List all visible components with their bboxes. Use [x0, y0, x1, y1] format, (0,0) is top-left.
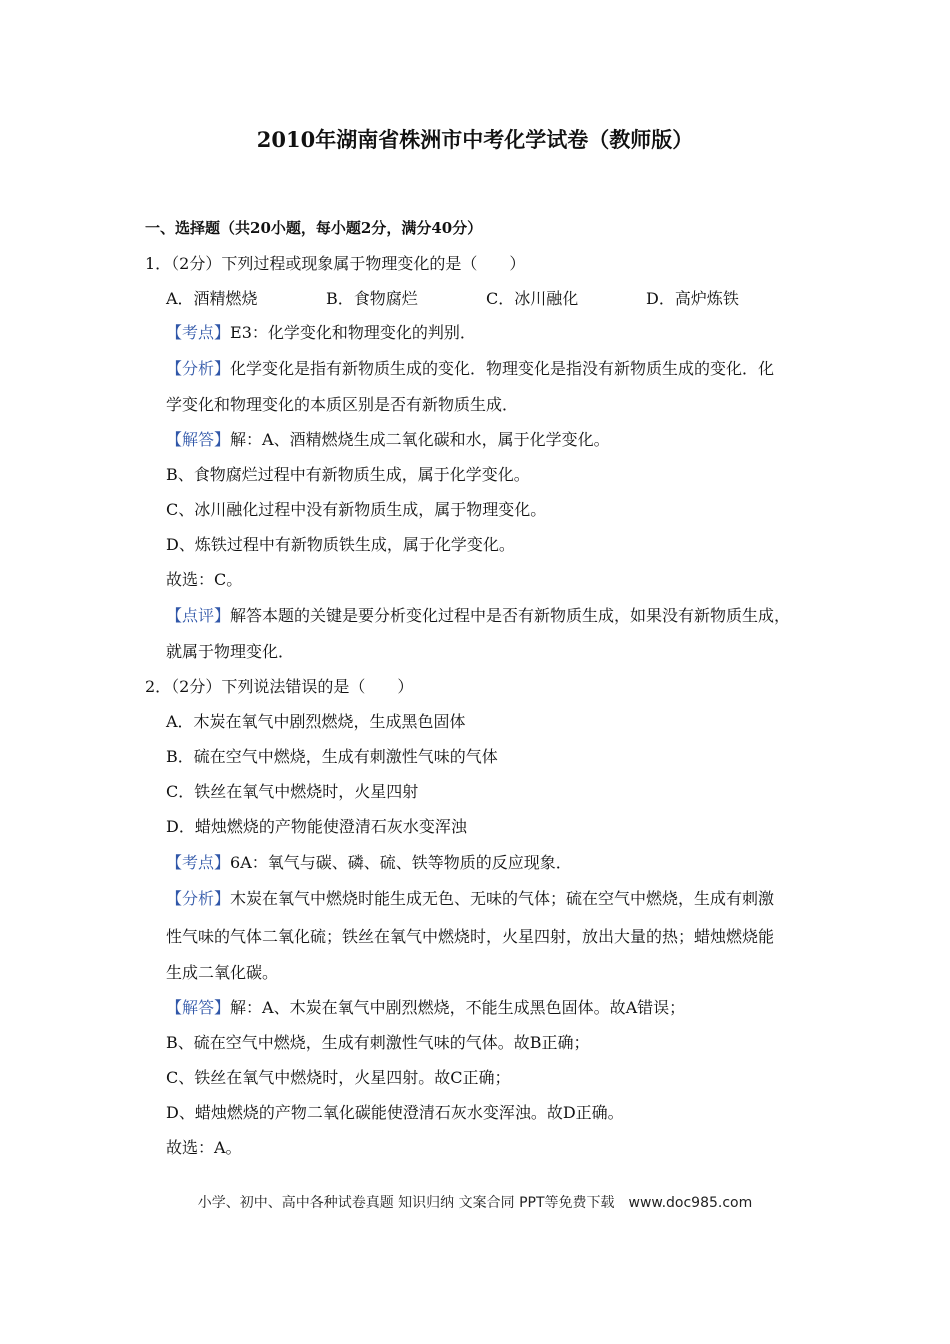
question-2-option-d: D．蜡烛燃烧的产物能使澄清石灰水变浑浊 [166, 817, 467, 836]
question-1-answer: 故选：C。 [166, 570, 243, 589]
kaodian-text: 6A：氧气与碳、磷、硫、铁等物质的反应现象． [230, 853, 572, 872]
question-1-fenxi [166, 359, 774, 379]
question-1-jieda-b: B、食物腐烂过程中有新物质生成，属于化学变化。 [166, 465, 530, 484]
question-2-jieda [166, 998, 685, 1018]
kaodian-text: E3：化学变化和物理变化的判别． [230, 323, 476, 342]
question-2-jieda-d: D、蜡烛燃烧的产物二氧化碳能使澄清石灰水变浑浊。故D正确。 [166, 1103, 624, 1122]
question-1-option-a: A．酒精燃烧 [166, 289, 258, 308]
question-2-jieda-c: C、铁丝在氧气中燃烧时，火星四射。故C正确； [166, 1068, 511, 1087]
question-1-option-d: D．高炉炼铁 [646, 289, 739, 308]
kaodian-tag: 【考点】 [166, 323, 231, 342]
question-1-fenxi-2: 学变化和物理变化的本质区别是否有新物质生成． [166, 395, 519, 414]
fenxi-text: 木炭在氧气中燃烧时能生成无色、无味的气体；硫在空气中燃烧，生成有刺激 [230, 889, 775, 908]
dianping-tag: 【点评】 [166, 606, 231, 625]
jieda-text: 解：A、木炭在氧气中剧烈燃烧，不能生成黑色固体。故A错误； [230, 998, 686, 1017]
question-1-dianping-2: 就属于物理变化． [166, 642, 295, 661]
dianping-text: 解答本题的关键是要分析变化过程中是否有新物质生成，如果没有新物质生成， [230, 606, 791, 625]
question-2-fenxi-3: 生成二氧化碳。 [166, 963, 279, 982]
question-2-option-b: B．硫在空气中燃烧，生成有刺激性气味的气体 [166, 747, 498, 766]
question-1-jieda-d: D、炼铁过程中有新物质铁生成，属于化学变化。 [166, 535, 515, 554]
jieda-tag: 【解答】 [166, 998, 231, 1017]
question-1-stem: 1．（2分）下列过程或现象属于物理变化的是（ ） [145, 254, 526, 273]
question-2-stem: 2．（2分）下列说法错误的是（ ） [145, 677, 414, 696]
page-title: 2010年湖南省株洲市中考化学试卷（教师版） [256, 127, 694, 152]
fenxi-text: 化学变化是指有新物质生成的变化．物理变化是指没有新物质生成的变化．化 [230, 359, 775, 378]
question-1-jieda [166, 430, 610, 450]
fenxi-tag: 【分析】 [166, 889, 231, 908]
question-2-answer: 故选：A。 [166, 1138, 242, 1157]
jieda-tag: 【解答】 [166, 430, 231, 449]
question-2-fenxi-2: 性气味的气体二氧化硫；铁丝在氧气中燃烧时，火星四射，放出大量的热；蜡烛燃烧能 [166, 927, 775, 946]
question-2-option-c: C．铁丝在氧气中燃烧时，火星四射 [166, 782, 419, 801]
fenxi-tag: 【分析】 [166, 359, 231, 378]
question-2-fenxi [166, 889, 774, 909]
question-1-option-b: B．食物腐烂 [326, 289, 418, 308]
page-footer: 小学、初中、高中各种试卷真题 知识归纳 文案合同 PPT等免费下载 www.doc985.com [197, 1195, 753, 1211]
question-2-kaodian [166, 853, 572, 873]
question-2-option-a: A．木炭在氧气中剧烈燃烧，生成黑色固体 [166, 712, 466, 731]
question-1-jieda-c: C、冰川融化过程中没有新物质生成，属于物理变化。 [166, 500, 547, 519]
question-1-option-c: C．冰川融化 [486, 289, 579, 308]
question-2-jieda-b: B、硫在空气中燃烧，生成有刺激性气味的气体。故B正确； [166, 1033, 590, 1052]
question-1-options [166, 289, 739, 309]
question-1-dianping [166, 606, 790, 626]
jieda-text: 解：A、酒精燃烧生成二氧化碳和水，属于化学变化。 [230, 430, 610, 449]
kaodian-tag: 【考点】 [166, 853, 231, 872]
question-1-kaodian [166, 323, 476, 343]
section-heading: 一、选择题（共20小题，每小题2分，满分40分） [145, 219, 483, 237]
